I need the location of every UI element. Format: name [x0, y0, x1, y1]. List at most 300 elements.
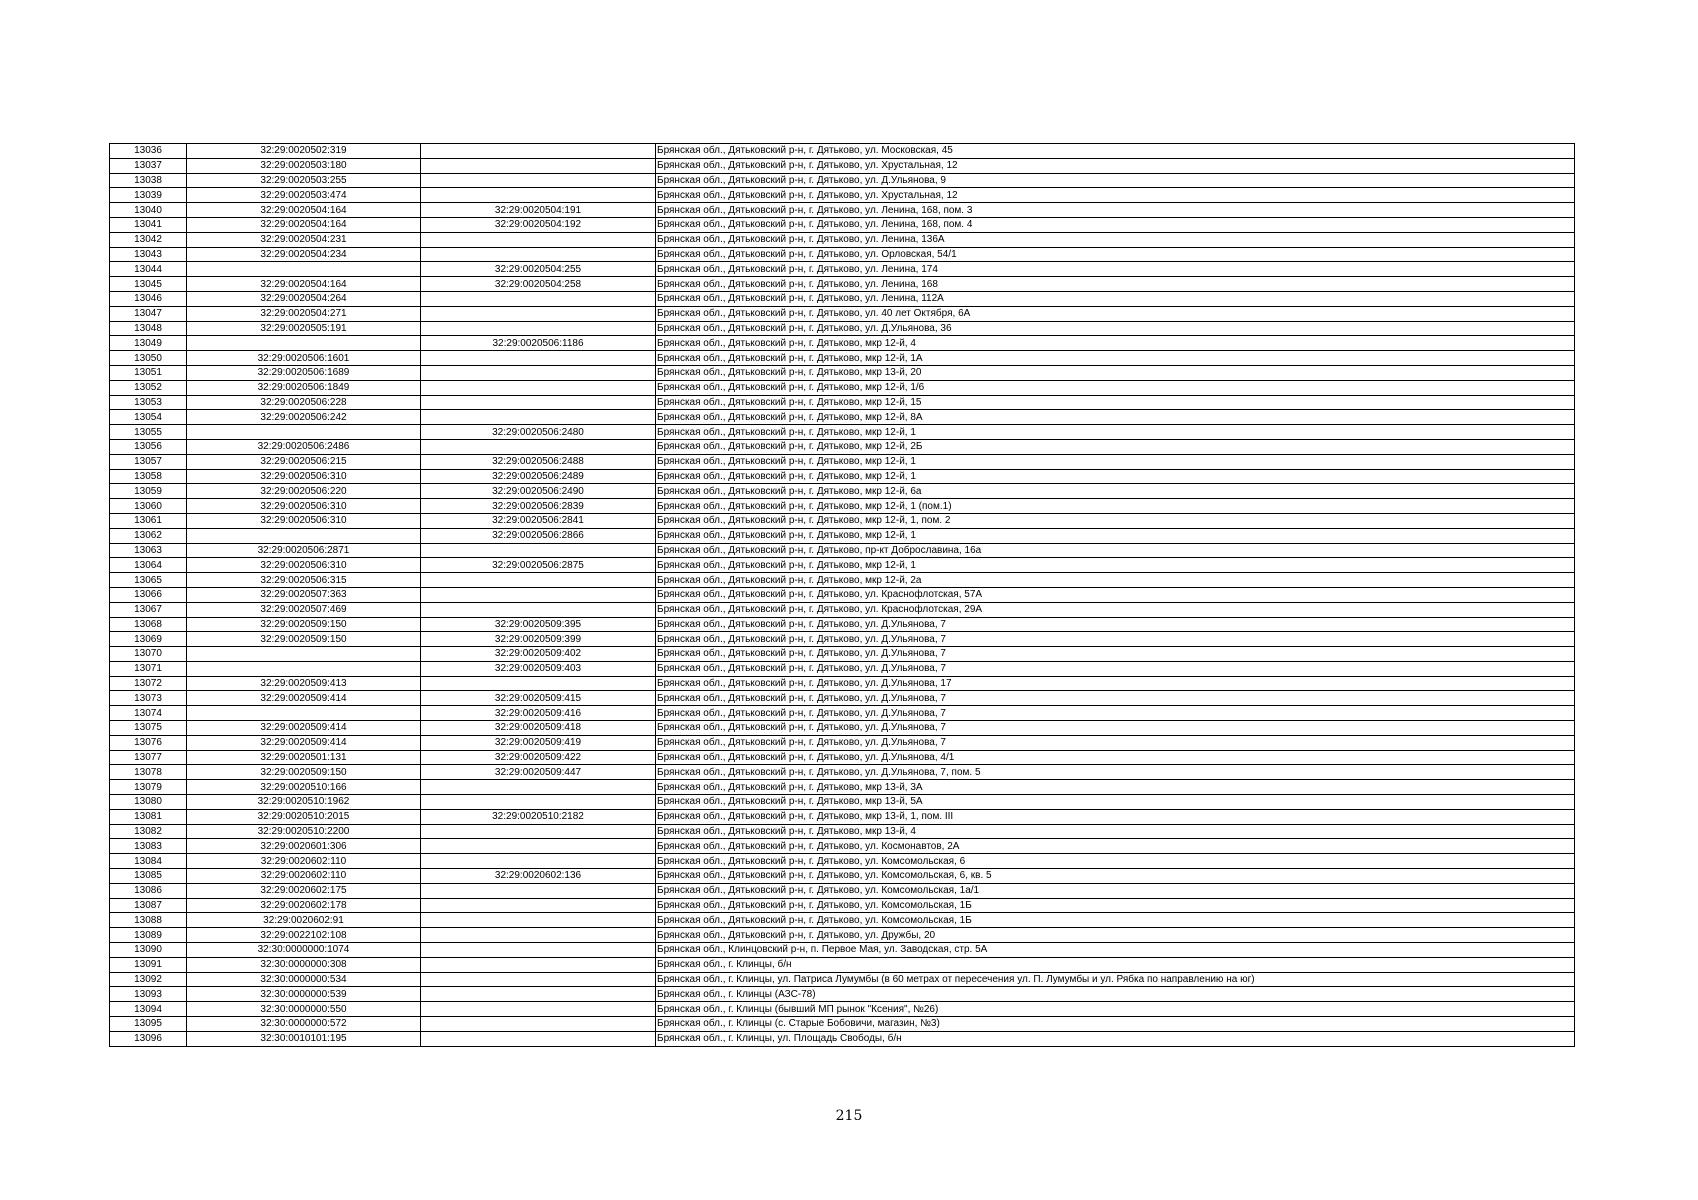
address-cell: Брянская обл., Дятьковский р-н, г. Дятьково, ул. Д.Ульянова, 7, пом. 5 — [656, 765, 1575, 780]
table-row — [110, 928, 1575, 943]
table-row — [110, 439, 1575, 454]
cadastral-number-cell: 32:29:0020501:131 — [187, 750, 421, 765]
address-cell: Брянская обл., Дятьковский р-н, г. Дятьково, ул. Хрустальная, 12 — [656, 188, 1575, 203]
cadastral-number-cell: 32:30:0000000:572 — [187, 1017, 421, 1032]
address-cell: Брянская обл., Дятьковский р-н, г. Дятьково, мкр 12-й, 2а — [656, 573, 1575, 588]
related-cadastral-number-cell: 32:29:0020506:2488 — [421, 454, 656, 469]
cadastral-number-cell: 32:29:0020509:414 — [187, 691, 421, 706]
related-cadastral-number-cell — [421, 957, 656, 972]
address-cell: Брянская обл., Дятьковский р-н, г. Дятьково, ул. Комсомольская, 1Б — [656, 913, 1575, 928]
table-row — [110, 336, 1575, 351]
address-cell: Брянская обл., Дятьковский р-н, г. Дятьково, мкр 12-й, 1 — [656, 528, 1575, 543]
address-cell: Брянская обл., Дятьковский р-н, г. Дятьково, ул. Д.Ульянова, 7 — [656, 706, 1575, 721]
table-row — [110, 987, 1575, 1002]
table-row — [110, 780, 1575, 795]
row-number-cell: 13045 — [110, 277, 187, 292]
cadastral-number-cell: 32:29:0020507:469 — [187, 602, 421, 617]
address-cell: Брянская обл., Дятьковский р-н, г. Дятьково, ул. Краснофлотская, 29А — [656, 602, 1575, 617]
table-row — [110, 854, 1575, 869]
related-cadastral-number-cell: 32:29:0020506:2490 — [421, 484, 656, 499]
row-number-cell: 13069 — [110, 632, 187, 647]
address-cell: Брянская обл., г. Клинцы (бывший МП рынок "Ксения", №26) — [656, 1002, 1575, 1017]
row-number-cell: 13096 — [110, 1031, 187, 1046]
cadastral-number-cell: 32:29:0020504:234 — [187, 247, 421, 262]
address-cell: Брянская обл., Дятьковский р-н, г. Дятьково, мкр 13-й, 3А — [656, 780, 1575, 795]
related-cadastral-number-cell: 32:29:0020509:395 — [421, 617, 656, 632]
related-cadastral-number-cell — [421, 306, 656, 321]
cadastral-number-cell: 32:29:0020506:1689 — [187, 365, 421, 380]
related-cadastral-number-cell — [421, 795, 656, 810]
address-cell: Брянская обл., Дятьковский р-н, г. Дятьково, ул. Д.Ульянова, 17 — [656, 676, 1575, 691]
table-row — [110, 380, 1575, 395]
row-number-cell: 13087 — [110, 898, 187, 913]
related-cadastral-number-cell — [421, 883, 656, 898]
cadastral-number-cell: 32:29:0020503:255 — [187, 173, 421, 188]
page-number: 215 — [835, 1108, 863, 1124]
table-row — [110, 1017, 1575, 1032]
row-number-cell: 13082 — [110, 824, 187, 839]
table-row — [110, 365, 1575, 380]
address-cell: Брянская обл., Дятьковский р-н, г. Дятьково, мкр 13-й, 1, пом. III — [656, 809, 1575, 824]
cadastral-number-cell: 32:29:0020506:310 — [187, 558, 421, 573]
row-number-cell: 13073 — [110, 691, 187, 706]
table-row — [110, 839, 1575, 854]
address-cell: Брянская обл., Дятьковский р-н, г. Дятьково, мкр 12-й, 1, пом. 2 — [656, 513, 1575, 528]
related-cadastral-number-cell: 32:29:0020506:2875 — [421, 558, 656, 573]
related-cadastral-number-cell — [421, 780, 656, 795]
row-number-cell: 13090 — [110, 943, 187, 958]
related-cadastral-number-cell: 32:29:0020506:2841 — [421, 513, 656, 528]
cadastral-number-cell: 32:29:0020509:414 — [187, 721, 421, 736]
cadastral-number-cell: 32:29:0020506:310 — [187, 469, 421, 484]
table-row — [110, 1002, 1575, 1017]
table-row — [110, 957, 1575, 972]
related-cadastral-number-cell — [421, 144, 656, 159]
row-number-cell: 13070 — [110, 647, 187, 662]
address-cell: Брянская обл., Дятьковский р-н, г. Дятьково, ул. Д.Ульянова, 7 — [656, 647, 1575, 662]
address-cell: Брянская обл., Дятьковский р-н, г. Дятьково, ул. Д.Ульянова, 7 — [656, 691, 1575, 706]
row-number-cell: 13059 — [110, 484, 187, 499]
row-number-cell: 13054 — [110, 410, 187, 425]
cadastral-number-cell: 32:29:0020510:2200 — [187, 824, 421, 839]
address-cell: Брянская обл., Дятьковский р-н, г. Дятьково, мкр 13-й, 5А — [656, 795, 1575, 810]
related-cadastral-number-cell — [421, 158, 656, 173]
table-row — [110, 632, 1575, 647]
cadastral-number-cell: 32:29:0020509:150 — [187, 632, 421, 647]
related-cadastral-number-cell: 32:29:0020509:447 — [421, 765, 656, 780]
related-cadastral-number-cell — [421, 291, 656, 306]
address-cell: Брянская обл., Клинцовский р-н, п. Первое Мая, ул. Заводская, стр. 5А — [656, 943, 1575, 958]
table-row — [110, 232, 1575, 247]
row-number-cell: 13093 — [110, 987, 187, 1002]
table-row — [110, 602, 1575, 617]
table-row — [110, 661, 1575, 676]
table-row — [110, 247, 1575, 262]
cadastral-number-cell: 32:29:0020507:363 — [187, 587, 421, 602]
cadastral-number-cell: 32:29:0020506:315 — [187, 573, 421, 588]
related-cadastral-number-cell — [421, 247, 656, 262]
related-cadastral-number-cell — [421, 1017, 656, 1032]
related-cadastral-number-cell: 32:29:0020602:136 — [421, 869, 656, 884]
row-number-cell: 13080 — [110, 795, 187, 810]
address-cell: Брянская обл., Дятьковский р-н, г. Дятьково, ул. Ленина, 136А — [656, 232, 1575, 247]
address-cell: Брянская обл., Дятьковский р-н, г. Дятьково, ул. Д.Ульянова, 7 — [656, 661, 1575, 676]
related-cadastral-number-cell — [421, 321, 656, 336]
related-cadastral-number-cell: 32:29:0020506:1186 — [421, 336, 656, 351]
cadastral-number-cell: 32:29:0022102:108 — [187, 928, 421, 943]
row-number-cell: 13040 — [110, 203, 187, 218]
related-cadastral-number-cell: 32:29:0020506:2489 — [421, 469, 656, 484]
cadastral-number-cell: 32:29:0020506:215 — [187, 454, 421, 469]
address-cell: Брянская обл., г. Клинцы, ул. Патриса Лумумбы (в 60 метрах от пересечения ул. П. Лумумбы и ул. Рябка по направлению на юг) — [656, 972, 1575, 987]
cadastral-number-cell: 32:29:0020509:150 — [187, 617, 421, 632]
cadastral-number-cell — [187, 262, 421, 277]
related-cadastral-number-cell — [421, 410, 656, 425]
cadastral-number-cell — [187, 336, 421, 351]
table-row — [110, 425, 1575, 440]
row-number-cell: 13066 — [110, 587, 187, 602]
row-number-cell: 13085 — [110, 869, 187, 884]
cadastral-number-cell: 32:29:0020509:414 — [187, 735, 421, 750]
address-cell: Брянская обл., Дятьковский р-н, г. Дятьково, мкр 12-й, 8А — [656, 410, 1575, 425]
cadastral-number-cell: 32:29:0020504:231 — [187, 232, 421, 247]
related-cadastral-number-cell: 32:29:0020509:418 — [421, 721, 656, 736]
table-row — [110, 573, 1575, 588]
table-row — [110, 158, 1575, 173]
address-cell: Брянская обл., г. Клинцы (с. Старые Бобовичи, магазин, №3) — [656, 1017, 1575, 1032]
related-cadastral-number-cell — [421, 380, 656, 395]
address-cell: Брянская обл., Дятьковский р-н, г. Дятьково, ул. Комсомольская, 6, кв. 5 — [656, 869, 1575, 884]
address-cell: Брянская обл., Дятьковский р-н, г. Дятьково, пр-кт Доброславина, 16а — [656, 543, 1575, 558]
row-number-cell: 13053 — [110, 395, 187, 410]
row-number-cell: 13088 — [110, 913, 187, 928]
row-number-cell: 13063 — [110, 543, 187, 558]
related-cadastral-number-cell — [421, 824, 656, 839]
related-cadastral-number-cell — [421, 351, 656, 366]
address-cell: Брянская обл., Дятьковский р-н, г. Дятьково, ул. Д.Ульянова, 36 — [656, 321, 1575, 336]
related-cadastral-number-cell — [421, 898, 656, 913]
table-row — [110, 795, 1575, 810]
cadastral-number-cell: 32:29:0020506:220 — [187, 484, 421, 499]
table-row — [110, 587, 1575, 602]
cadastral-number-cell: 32:30:0000000:1074 — [187, 943, 421, 958]
address-cell: Брянская обл., Дятьковский р-н, г. Дятьково, ул. Космонавтов, 2А — [656, 839, 1575, 854]
address-cell: Брянская обл., Дятьковский р-н, г. Дятьково, мкр 12-й, 6а — [656, 484, 1575, 499]
address-cell: Брянская обл., Дятьковский р-н, г. Дятьково, мкр 13-й, 4 — [656, 824, 1575, 839]
address-cell: Брянская обл., Дятьковский р-н, г. Дятьково, ул. Московская, 45 — [656, 144, 1575, 159]
related-cadastral-number-cell: 32:29:0020509:422 — [421, 750, 656, 765]
table-row — [110, 262, 1575, 277]
address-cell: Брянская обл., Дятьковский р-н, г. Дятьково, мкр 12-й, 1/6 — [656, 380, 1575, 395]
address-cell: Брянская обл., Дятьковский р-н, г. Дятьково, мкр 12-й, 1 — [656, 558, 1575, 573]
table-row — [110, 395, 1575, 410]
related-cadastral-number-cell — [421, 854, 656, 869]
address-cell: Брянская обл., г. Клинцы, б/н — [656, 957, 1575, 972]
cadastral-number-cell: 32:30:0000000:308 — [187, 957, 421, 972]
address-cell: Брянская обл., Дятьковский р-н, г. Дятьково, ул. Хрустальная, 12 — [656, 158, 1575, 173]
table-row — [110, 1031, 1575, 1046]
table-row — [110, 691, 1575, 706]
address-cell: Брянская обл., Дятьковский р-н, г. Дятьково, ул. Д.Ульянова, 7 — [656, 617, 1575, 632]
cadastral-number-cell: 32:29:0020506:1849 — [187, 380, 421, 395]
cadastral-number-cell: 32:29:0020504:164 — [187, 203, 421, 218]
row-number-cell: 13043 — [110, 247, 187, 262]
table-row — [110, 824, 1575, 839]
address-cell: Брянская обл., Дятьковский р-н, г. Дятьково, ул. Дружбы, 20 — [656, 928, 1575, 943]
address-cell: Брянская обл., Дятьковский р-н, г. Дятьково, ул. Ленина, 112А — [656, 291, 1575, 306]
property-table-body — [110, 144, 1575, 1047]
row-number-cell: 13062 — [110, 528, 187, 543]
row-number-cell: 13036 — [110, 144, 187, 159]
related-cadastral-number-cell — [421, 439, 656, 454]
table-row — [110, 499, 1575, 514]
related-cadastral-number-cell: 32:29:0020509:402 — [421, 647, 656, 662]
cadastral-number-cell: 32:29:0020506:228 — [187, 395, 421, 410]
table-row — [110, 706, 1575, 721]
related-cadastral-number-cell — [421, 395, 656, 410]
address-cell: Брянская обл., Дятьковский р-н, г. Дятьково, мкр 12-й, 1 — [656, 469, 1575, 484]
related-cadastral-number-cell: 32:29:0020509:403 — [421, 661, 656, 676]
table-row — [110, 217, 1575, 232]
row-number-cell: 13039 — [110, 188, 187, 203]
related-cadastral-number-cell — [421, 913, 656, 928]
cadastral-number-cell — [187, 706, 421, 721]
cadastral-number-cell: 32:29:0020506:2486 — [187, 439, 421, 454]
row-number-cell: 13091 — [110, 957, 187, 972]
cadastral-number-cell: 32:29:0020602:178 — [187, 898, 421, 913]
related-cadastral-number-cell: 32:29:0020504:258 — [421, 277, 656, 292]
related-cadastral-number-cell — [421, 1002, 656, 1017]
related-cadastral-number-cell — [421, 972, 656, 987]
row-number-cell: 13038 — [110, 173, 187, 188]
related-cadastral-number-cell — [421, 232, 656, 247]
row-number-cell: 13086 — [110, 883, 187, 898]
table-row — [110, 513, 1575, 528]
table-row — [110, 676, 1575, 691]
row-number-cell: 13078 — [110, 765, 187, 780]
row-number-cell: 13076 — [110, 735, 187, 750]
table-row — [110, 351, 1575, 366]
table-row — [110, 898, 1575, 913]
cadastral-number-cell: 32:29:0020509:413 — [187, 676, 421, 691]
row-number-cell: 13056 — [110, 439, 187, 454]
address-cell: Брянская обл., Дятьковский р-н, г. Дятьково, ул. Д.Ульянова, 9 — [656, 173, 1575, 188]
table-row — [110, 972, 1575, 987]
row-number-cell: 13052 — [110, 380, 187, 395]
cadastral-number-cell — [187, 647, 421, 662]
related-cadastral-number-cell — [421, 543, 656, 558]
table-row — [110, 528, 1575, 543]
row-number-cell: 13057 — [110, 454, 187, 469]
table-row — [110, 943, 1575, 958]
address-cell: Брянская обл., Дятьковский р-н, г. Дятьково, мкр 12-й, 1 (пом.1) — [656, 499, 1575, 514]
related-cadastral-number-cell — [421, 1031, 656, 1046]
cadastral-number-cell: 32:29:0020506:310 — [187, 513, 421, 528]
cadastral-number-cell: 32:29:0020506:310 — [187, 499, 421, 514]
cadastral-number-cell: 32:29:0020506:1601 — [187, 351, 421, 366]
table-row — [110, 765, 1575, 780]
address-cell: Брянская обл., Дятьковский р-н, г. Дятьково, мкр 12-й, 15 — [656, 395, 1575, 410]
table-row — [110, 913, 1575, 928]
address-cell: Брянская обл., Дятьковский р-н, г. Дятьково, ул. Д.Ульянова, 4/1 — [656, 750, 1575, 765]
row-number-cell: 13068 — [110, 617, 187, 632]
cadastral-number-cell: 32:29:0020510:2015 — [187, 809, 421, 824]
address-cell: Брянская обл., Дятьковский р-н, г. Дятьково, ул. Ленина, 168, пом. 4 — [656, 217, 1575, 232]
related-cadastral-number-cell: 32:29:0020509:415 — [421, 691, 656, 706]
address-cell: Брянская обл., Дятьковский р-н, г. Дятьково, ул. Ленина, 168 — [656, 277, 1575, 292]
table-row — [110, 291, 1575, 306]
cadastral-number-cell: 32:29:0020509:150 — [187, 765, 421, 780]
row-number-cell: 13071 — [110, 661, 187, 676]
cadastral-number-cell — [187, 425, 421, 440]
cadastral-number-cell: 32:29:0020506:242 — [187, 410, 421, 425]
row-number-cell: 13048 — [110, 321, 187, 336]
cadastral-number-cell: 32:29:0020602:110 — [187, 869, 421, 884]
table-row — [110, 203, 1575, 218]
row-number-cell: 13065 — [110, 573, 187, 588]
table-row — [110, 721, 1575, 736]
cadastral-number-cell: 32:29:0020510:166 — [187, 780, 421, 795]
related-cadastral-number-cell — [421, 839, 656, 854]
related-cadastral-number-cell: 32:29:0020506:2866 — [421, 528, 656, 543]
address-cell: Брянская обл., Дятьковский р-н, г. Дятьково, мкр 12-й, 1А — [656, 351, 1575, 366]
table-row — [110, 809, 1575, 824]
cadastral-number-cell: 32:29:0020504:164 — [187, 217, 421, 232]
related-cadastral-number-cell — [421, 943, 656, 958]
row-number-cell: 13055 — [110, 425, 187, 440]
related-cadastral-number-cell — [421, 676, 656, 691]
cadastral-number-cell: 32:29:0020602:110 — [187, 854, 421, 869]
table-row — [110, 410, 1575, 425]
table-row — [110, 869, 1575, 884]
row-number-cell: 13050 — [110, 351, 187, 366]
row-number-cell: 13092 — [110, 972, 187, 987]
table-row — [110, 277, 1575, 292]
address-cell: Брянская обл., Дятьковский р-н, г. Дятьково, мкр 12-й, 2Б — [656, 439, 1575, 454]
cadastral-number-cell: 32:30:0000000:550 — [187, 1002, 421, 1017]
address-cell: Брянская обл., Дятьковский р-н, г. Дятьково, ул. Ленина, 174 — [656, 262, 1575, 277]
row-number-cell: 13049 — [110, 336, 187, 351]
related-cadastral-number-cell: 32:29:0020504:191 — [421, 203, 656, 218]
property-table — [109, 143, 1575, 1047]
cadastral-number-cell: 32:30:0000000:539 — [187, 987, 421, 1002]
row-number-cell: 13060 — [110, 499, 187, 514]
cadastral-number-cell: 32:29:0020506:2871 — [187, 543, 421, 558]
row-number-cell: 13058 — [110, 469, 187, 484]
address-cell: Брянская обл., Дятьковский р-н, г. Дятьково, ул. Д.Ульянова, 7 — [656, 735, 1575, 750]
related-cadastral-number-cell — [421, 602, 656, 617]
row-number-cell: 13075 — [110, 721, 187, 736]
table-row — [110, 188, 1575, 203]
row-number-cell: 13047 — [110, 306, 187, 321]
address-cell: Брянская обл., Дятьковский р-н, г. Дятьково, ул. Д.Ульянова, 7 — [656, 632, 1575, 647]
address-cell: Брянская обл., Дятьковский р-н, г. Дятьково, ул. Д.Ульянова, 7 — [656, 721, 1575, 736]
row-number-cell: 13046 — [110, 291, 187, 306]
row-number-cell: 13081 — [110, 809, 187, 824]
cadastral-number-cell — [187, 528, 421, 543]
cadastral-number-cell: 32:29:0020504:271 — [187, 306, 421, 321]
row-number-cell: 13077 — [110, 750, 187, 765]
related-cadastral-number-cell: 32:29:0020510:2182 — [421, 809, 656, 824]
cadastral-number-cell: 32:29:0020504:164 — [187, 277, 421, 292]
cadastral-number-cell: 32:29:0020510:1962 — [187, 795, 421, 810]
row-number-cell: 13042 — [110, 232, 187, 247]
row-number-cell: 13084 — [110, 854, 187, 869]
address-cell: Брянская обл., Дятьковский р-н, г. Дятьково, ул. 40 лет Октября, 6А — [656, 306, 1575, 321]
row-number-cell: 13041 — [110, 217, 187, 232]
row-number-cell: 13095 — [110, 1017, 187, 1032]
table-row — [110, 469, 1575, 484]
related-cadastral-number-cell: 32:29:0020509:419 — [421, 735, 656, 750]
address-cell: Брянская обл., Дятьковский р-н, г. Дятьково, ул. Краснофлотская, 57А — [656, 587, 1575, 602]
table-row — [110, 543, 1575, 558]
related-cadastral-number-cell — [421, 188, 656, 203]
address-cell: Брянская обл., Дятьковский р-н, г. Дятьково, ул. Комсомольская, 6 — [656, 854, 1575, 869]
row-number-cell: 13079 — [110, 780, 187, 795]
table-row — [110, 617, 1575, 632]
cadastral-number-cell: 32:29:0020602:91 — [187, 913, 421, 928]
cadastral-number-cell: 32:30:0010101:195 — [187, 1031, 421, 1046]
table-row — [110, 321, 1575, 336]
cadastral-number-cell: 32:29:0020503:474 — [187, 188, 421, 203]
related-cadastral-number-cell: 32:29:0020504:255 — [421, 262, 656, 277]
related-cadastral-number-cell — [421, 987, 656, 1002]
cadastral-number-cell: 32:29:0020502:319 — [187, 144, 421, 159]
related-cadastral-number-cell — [421, 573, 656, 588]
related-cadastral-number-cell — [421, 587, 656, 602]
related-cadastral-number-cell — [421, 928, 656, 943]
row-number-cell: 13089 — [110, 928, 187, 943]
row-number-cell: 13067 — [110, 602, 187, 617]
address-cell: Брянская обл., Дятьковский р-н, г. Дятьково, мкр 13-й, 20 — [656, 365, 1575, 380]
related-cadastral-number-cell: 32:29:0020509:399 — [421, 632, 656, 647]
cadastral-number-cell: 32:29:0020503:180 — [187, 158, 421, 173]
table-row — [110, 883, 1575, 898]
address-cell: Брянская обл., Дятьковский р-н, г. Дятьково, мкр 12-й, 1 — [656, 425, 1575, 440]
table-row — [110, 735, 1575, 750]
table-row — [110, 144, 1575, 159]
table-row — [110, 558, 1575, 573]
related-cadastral-number-cell — [421, 365, 656, 380]
cadastral-number-cell: 32:29:0020504:264 — [187, 291, 421, 306]
row-number-cell: 13083 — [110, 839, 187, 854]
row-number-cell: 13061 — [110, 513, 187, 528]
address-cell: Брянская обл., Дятьковский р-н, г. Дятьково, ул. Орловская, 54/1 — [656, 247, 1575, 262]
row-number-cell: 13072 — [110, 676, 187, 691]
table-row — [110, 173, 1575, 188]
row-number-cell: 13051 — [110, 365, 187, 380]
address-cell: Брянская обл., г. Клинцы (АЗС-78) — [656, 987, 1575, 1002]
address-cell: Брянская обл., Дятьковский р-н, г. Дятьково, ул. Комсомольская, 1Б — [656, 898, 1575, 913]
row-number-cell: 13037 — [110, 158, 187, 173]
related-cadastral-number-cell: 32:29:0020506:2480 — [421, 425, 656, 440]
table-row — [110, 454, 1575, 469]
table-row — [110, 647, 1575, 662]
related-cadastral-number-cell: 32:29:0020506:2839 — [421, 499, 656, 514]
table-row — [110, 484, 1575, 499]
row-number-cell: 13044 — [110, 262, 187, 277]
address-cell: Брянская обл., Дятьковский р-н, г. Дятьково, мкр 12-й, 4 — [656, 336, 1575, 351]
related-cadastral-number-cell — [421, 173, 656, 188]
address-cell: Брянская обл., г. Клинцы, ул. Площадь Свободы, б/н — [656, 1031, 1575, 1046]
cadastral-number-cell: 32:29:0020505:191 — [187, 321, 421, 336]
table-row — [110, 750, 1575, 765]
address-cell: Брянская обл., Дятьковский р-н, г. Дятьково, ул. Комсомольская, 1а/1 — [656, 883, 1575, 898]
cadastral-number-cell: 32:29:0020601:306 — [187, 839, 421, 854]
cadastral-number-cell: 32:30:0000000:534 — [187, 972, 421, 987]
address-cell: Брянская обл., Дятьковский р-н, г. Дятьково, ул. Ленина, 168, пом. 3 — [656, 203, 1575, 218]
table-row — [110, 306, 1575, 321]
